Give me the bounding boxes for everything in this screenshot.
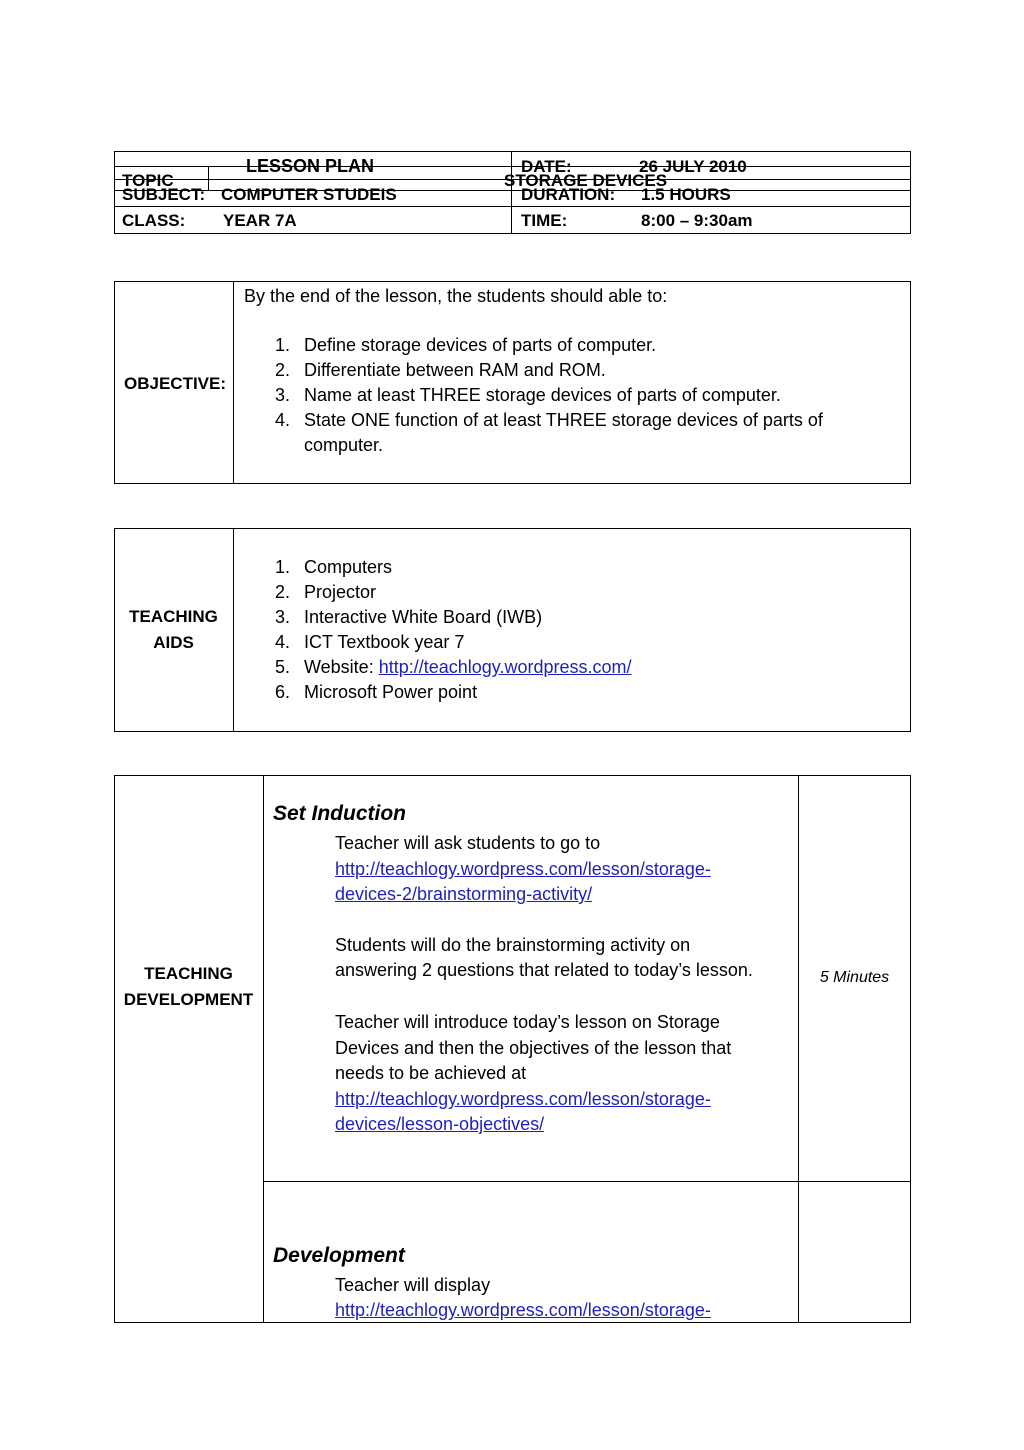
list-item: 4. State ONE function of at least THREE storage devices of parts of	[274, 410, 823, 430]
bullet-continuation: answering 2 questions that related to today’s lesson.	[335, 960, 753, 980]
teaching-aids-list	[258, 555, 632, 705]
topic-label: TOPIC	[122, 171, 174, 190]
development-heading: Development	[273, 1244, 405, 1267]
objective-list	[258, 333, 823, 458]
duration-label: DURATION:	[521, 185, 616, 204]
teaching-aids-label-1: TEACHING	[129, 607, 218, 626]
subject-label: SUBJECT:	[122, 185, 206, 204]
objective-intro: By the end of the lesson, the students should able to:	[244, 286, 668, 306]
bullet-continuation: needs to be achieved at	[335, 1063, 527, 1083]
list-item: 2. Differentiate between RAM and ROM.	[274, 360, 606, 380]
set-induction-duration: 5 Minutes	[819, 969, 890, 986]
objectives-link-1[interactable]: http://teachlogy.wordpress.com/lesson/storage-	[335, 1089, 711, 1109]
time-value: 8:00 – 9:30am	[641, 211, 753, 230]
brainstorming-link-2[interactable]: devices-2/brainstorming-activity/	[335, 884, 593, 904]
development-label-1: TEACHING	[144, 964, 233, 983]
brainstorming-link-1[interactable]: http://teachlogy.wordpress.com/lesson/storage-	[335, 859, 711, 879]
lesson-plan-title: LESSON PLAN	[246, 156, 375, 176]
list-item: 3. Interactive White Board (IWB)	[274, 607, 543, 627]
list-item: 2. Projector	[274, 582, 377, 602]
topic-value: STORAGE DEVICES	[504, 171, 668, 190]
list-item-continuation: computer.	[304, 435, 384, 455]
list-item: 6. Microsoft Power point	[274, 682, 478, 702]
development-label-2: DEVELOPMENT	[123, 990, 254, 1009]
list-item: 1. Define storage devices of parts of computer.	[274, 335, 657, 355]
objectives-link-2[interactable]: devices/lesson-objectives/	[335, 1114, 545, 1134]
set-induction-heading: Set Induction	[273, 802, 406, 825]
class-value: YEAR 7A	[223, 211, 297, 230]
subject-value: COMPUTER STUDEIS	[221, 185, 397, 204]
objective-label: OBJECTIVE:	[124, 374, 227, 393]
date-label: DATE:	[521, 157, 572, 176]
duration-value: 1.5 HOURS	[641, 185, 731, 204]
time-label: TIME:	[521, 211, 568, 230]
website-link[interactable]: http://teachlogy.wordpress.com/	[378, 657, 632, 677]
class-label: CLASS:	[122, 211, 186, 230]
list-item: 4. ICT Textbook year 7	[274, 632, 465, 652]
teaching-aids-label-2: AIDS	[153, 633, 194, 652]
date-value: 26 JULY 2010	[639, 157, 747, 176]
list-item: 1. Computers	[274, 557, 393, 577]
list-item: 5. Website: http://teachlogy.wordpress.com/	[274, 657, 632, 677]
bullet-continuation: Devices and then the objectives of the lesson that	[335, 1038, 732, 1058]
list-item: 3. Name at least THREE storage devices of parts of computer.	[274, 385, 781, 405]
display-link-1[interactable]: http://teachlogy.wordpress.com/lesson/storage-	[335, 1300, 711, 1320]
